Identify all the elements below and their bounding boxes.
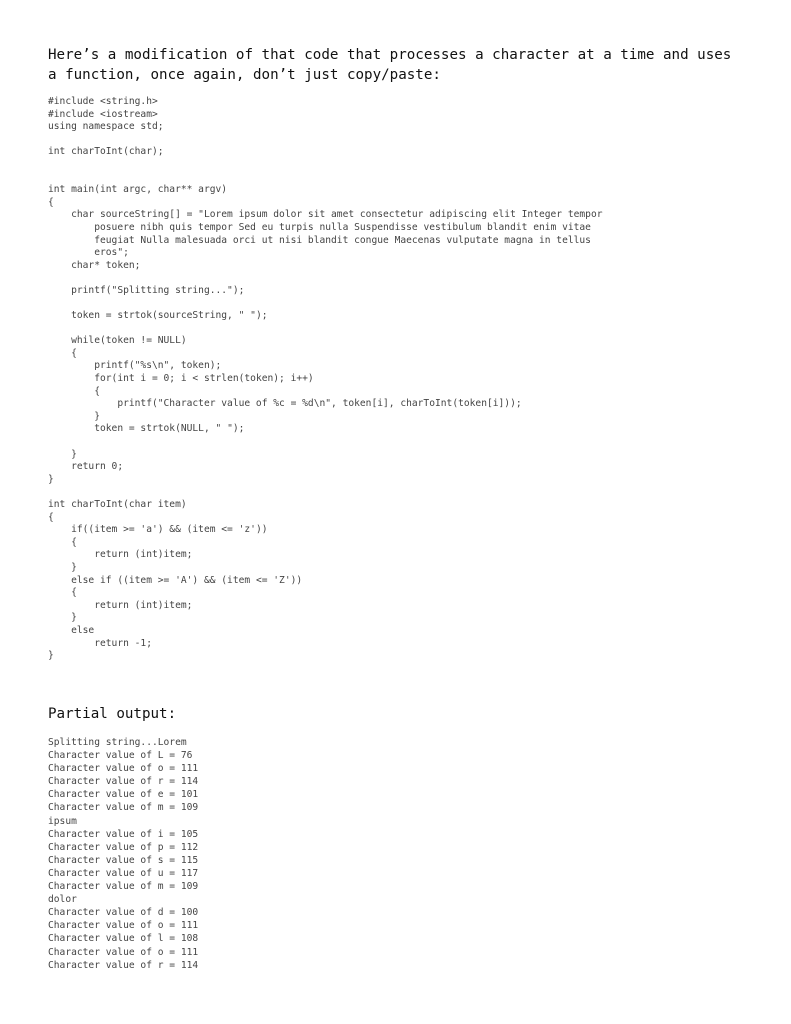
intro-line-2: a function, once again, don’t just copy/paste:	[48, 67, 441, 83]
output-line: Character value of m = 109	[48, 881, 199, 893]
output-line: dolor	[48, 894, 77, 906]
code-line: }	[48, 410, 100, 422]
output-line: Character value of d = 100	[48, 907, 199, 919]
code-line: }	[48, 650, 54, 662]
code-line: return (int)item;	[48, 599, 193, 611]
code-line: else if ((item >= 'A') && (item <= 'Z'))	[48, 574, 303, 586]
code-line	[48, 486, 778, 499]
output-line: Character value of o = 111	[48, 946, 199, 958]
code-line: {	[48, 587, 77, 599]
code-line: #include <iostream>	[48, 108, 158, 120]
output-line: Character value of r = 114	[48, 776, 199, 788]
output-line: Character value of r = 114	[48, 959, 199, 971]
code-line	[48, 134, 778, 147]
output-line: Character value of u = 117	[48, 867, 199, 879]
output-line: Character value of m = 109	[48, 802, 199, 814]
code-line: int charToInt(char);	[48, 146, 164, 158]
code-line: token = strtok(NULL, " ");	[48, 423, 245, 435]
output-line: Character value of l = 108	[48, 933, 199, 945]
code-line: char* token;	[48, 259, 141, 271]
code-line: while(token != NULL)	[48, 335, 187, 347]
intro-paragraph	[48, 45, 748, 85]
code-line: {	[48, 385, 100, 397]
code-line	[48, 172, 778, 185]
output-line: Character value of i = 105	[48, 828, 199, 840]
code-line: return -1;	[48, 637, 152, 649]
output-line: Character value of p = 112	[48, 841, 199, 853]
code-listing	[48, 96, 778, 663]
output-line: Character value of s = 115	[48, 854, 199, 866]
code-line: printf("Splitting string...");	[48, 284, 245, 296]
code-line: posuere nibh quis tempor Sed eu turpis nulla Suspendisse vestibulum blandit enim vitae	[48, 221, 591, 233]
code-line: else	[48, 624, 95, 636]
code-line: }	[48, 448, 77, 460]
code-line: {	[48, 536, 77, 548]
code-line: int charToInt(char item)	[48, 499, 187, 510]
code-line: return (int)item;	[48, 549, 193, 561]
code-line: if((item >= 'a') && (item <= 'z'))	[48, 524, 268, 536]
code-line	[48, 298, 778, 311]
output-line: Character value of e = 101	[48, 789, 199, 801]
output-line: Character value of o = 111	[48, 763, 199, 775]
output-line: ipsum	[48, 815, 77, 827]
code-line: #include <string.h>	[48, 96, 158, 107]
output-line: Character value of L = 76	[48, 750, 193, 762]
code-line: return 0;	[48, 461, 124, 473]
code-line: {	[48, 347, 77, 359]
code-line: char sourceString[] = "Lorem ipsum dolor sit amet consectetur adipiscing elit Integer tempor	[48, 209, 603, 221]
code-line: using namespace std;	[48, 121, 164, 133]
code-line: eros";	[48, 247, 129, 259]
partial-output-heading: Partial output:	[48, 706, 177, 722]
code-line	[48, 436, 778, 449]
code-line: for(int i = 0; i < strlen(token); i++)	[48, 373, 314, 385]
code-line: {	[48, 511, 54, 523]
code-line: }	[48, 561, 77, 573]
output-line: Splitting string...Lorem	[48, 737, 187, 748]
code-line: token = strtok(sourceString, " ");	[48, 310, 268, 322]
code-line: feugiat Nulla malesuada orci ut nisi blandit congue Maecenas vulputate magna in tellus	[48, 234, 591, 246]
code-line: }	[48, 473, 54, 485]
output-line: Character value of o = 111	[48, 920, 199, 932]
code-line	[48, 159, 778, 172]
code-line	[48, 323, 778, 336]
code-line	[48, 272, 778, 285]
code-line: }	[48, 612, 77, 624]
code-line: printf("Character value of %c = %d\n", token[i], charToInt(token[i]));	[48, 398, 522, 410]
code-line: {	[48, 196, 54, 208]
intro-line-1: Here’s a modification of that code that processes a character at a time and uses	[48, 47, 732, 63]
code-line: printf("%s\n", token);	[48, 360, 222, 372]
code-line: int main(int argc, char** argv)	[48, 184, 228, 196]
program-output	[48, 736, 448, 972]
